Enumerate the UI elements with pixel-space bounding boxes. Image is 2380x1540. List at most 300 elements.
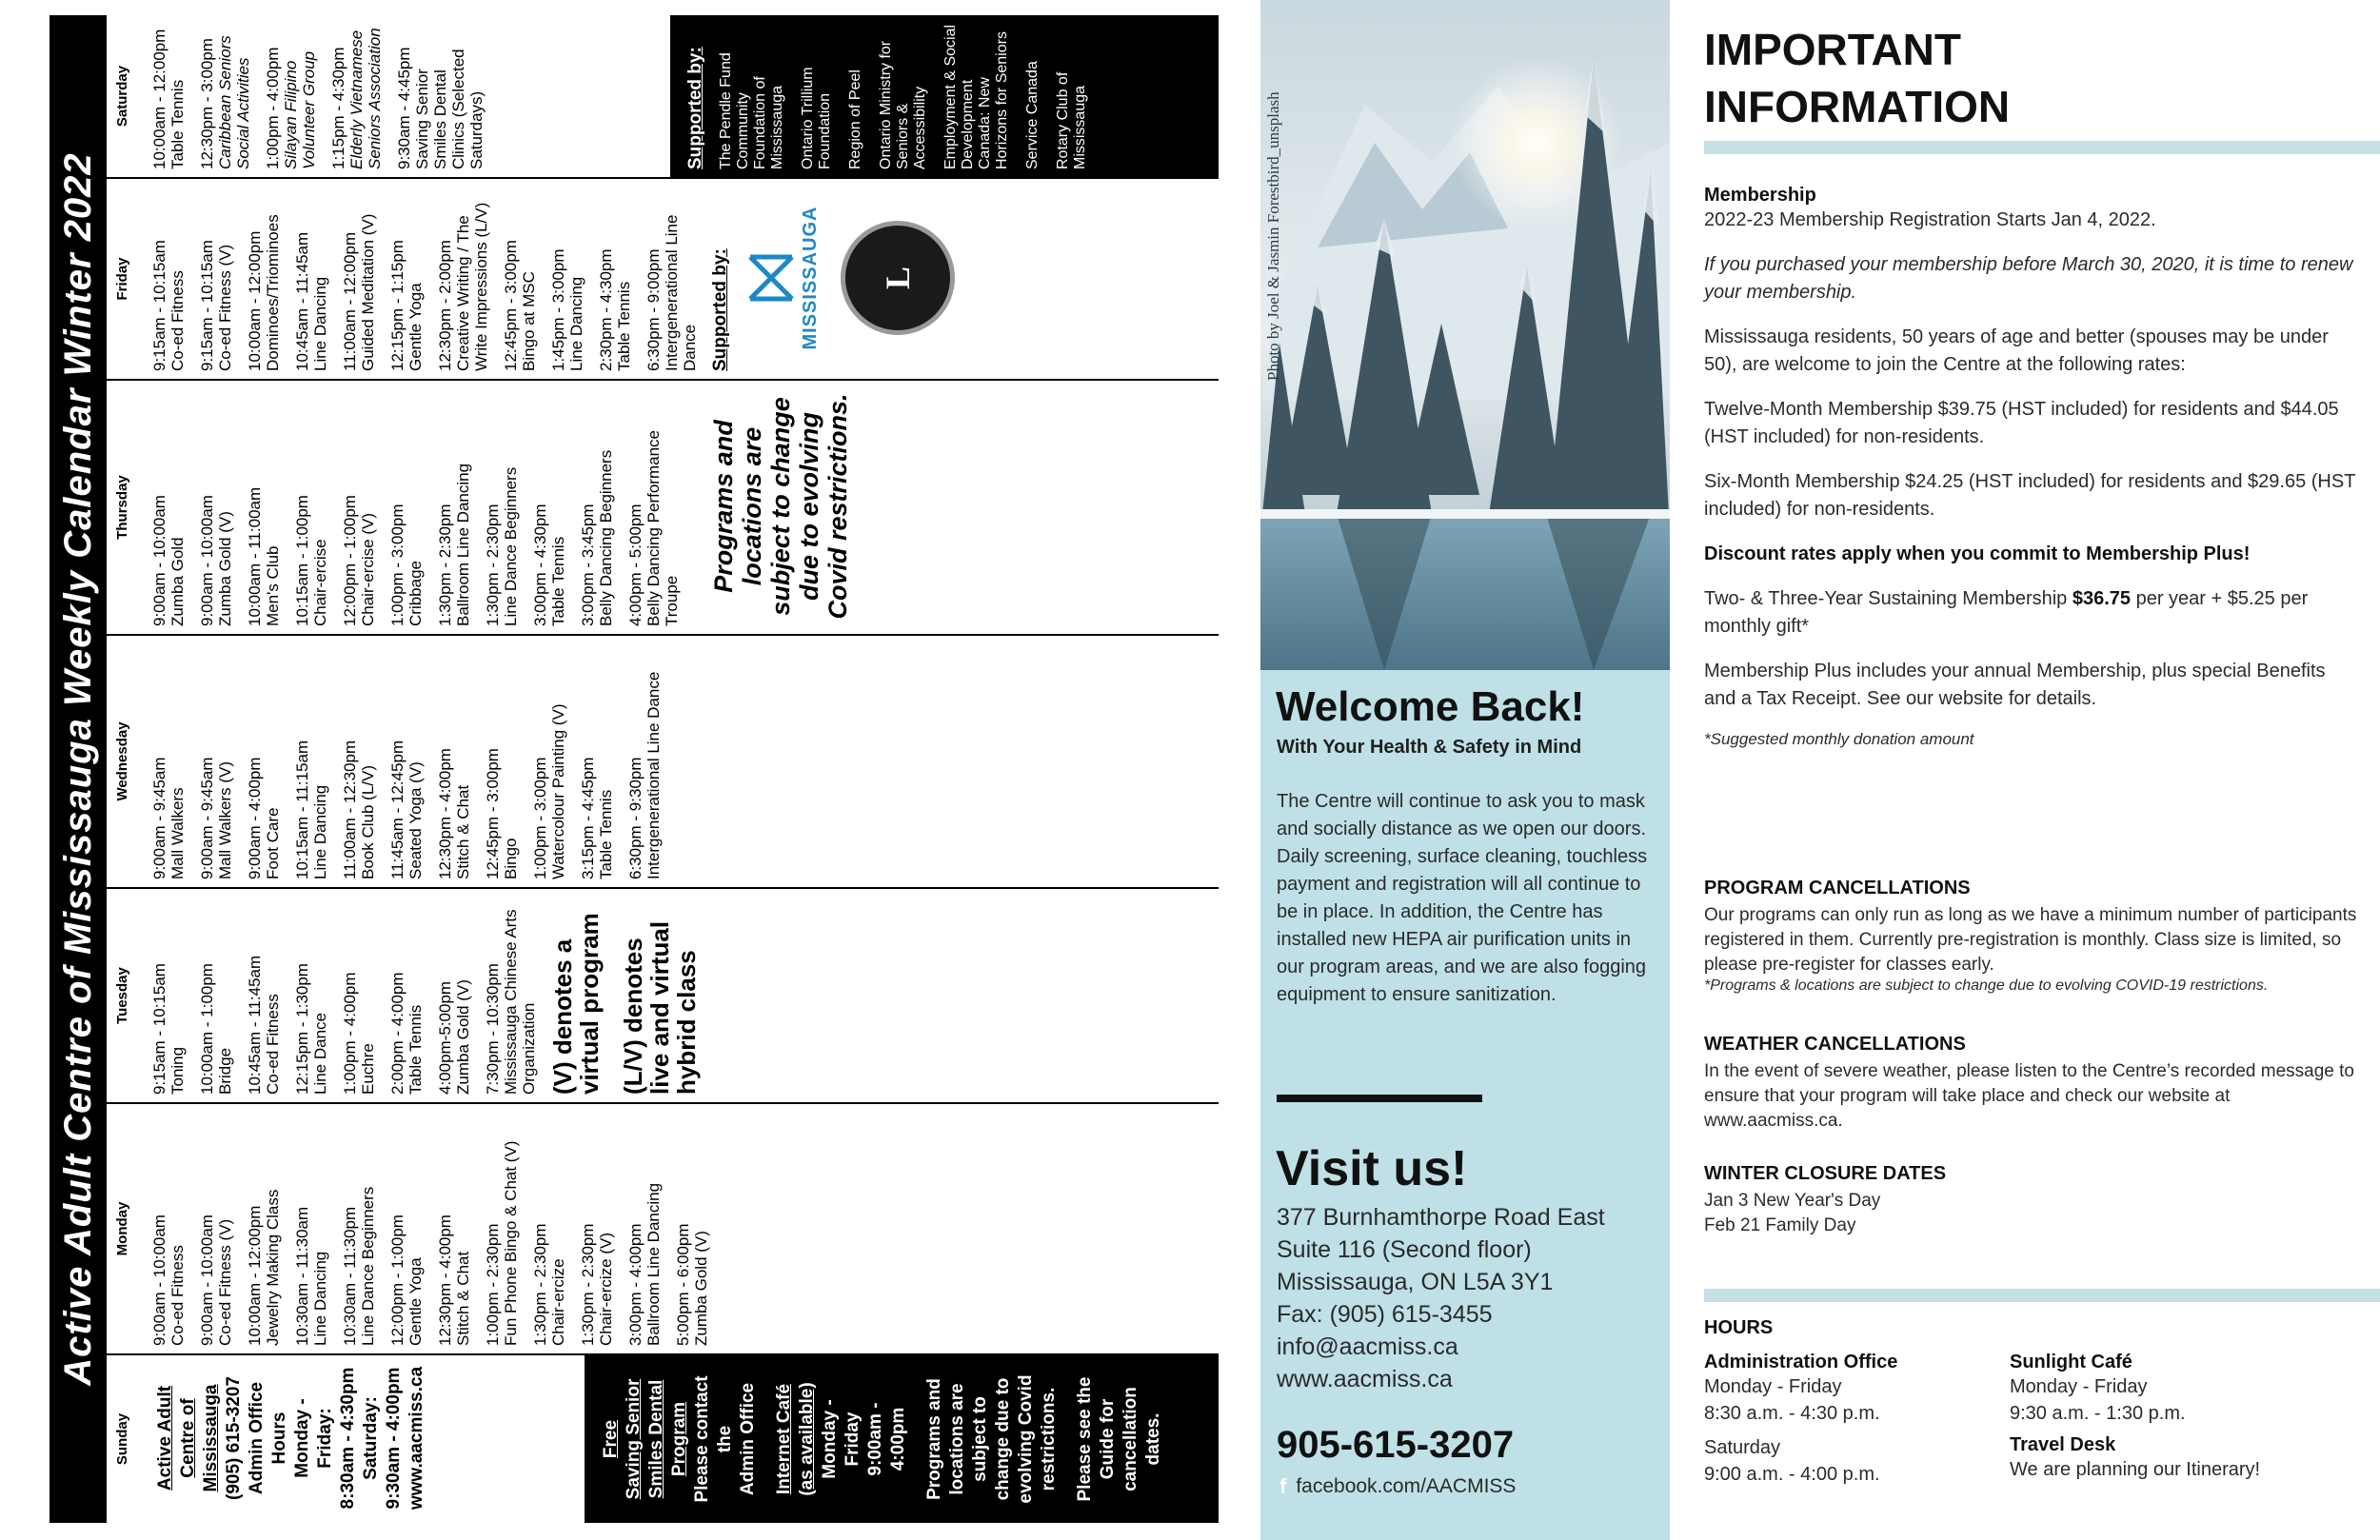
sustaining-text: Two- & Three-Year Sustaining Membership [1704,588,2073,609]
program-covid-note: *Programs & locations are subject to change due to evolving COVID-19 restrictions. [1704,977,2269,994]
hours-divider-bar [1704,1289,2380,1302]
cafe-hours: 9:30 a.m. - 1:30 p.m. [2010,1403,2186,1424]
friday-column [137,177,1219,379]
covid-note: restrictions. [1039,1387,1059,1491]
event-time: 9:00am - 9:45am [150,757,169,879]
important-info-title [1704,21,2010,135]
monday-event [531,1110,567,1346]
thursday-event [579,386,615,626]
event-time: 9:00am - 10:00am [150,1214,169,1346]
mississauga-wordmark: MISSISSAUGA [800,206,821,350]
event-time: 10:00am - 1:00pm [198,963,216,1095]
event-time: 9:00am - 9:45am [198,757,216,879]
monday-event [388,1110,425,1346]
dental-program-title: Program [669,1401,689,1477]
sustaining-membership [1704,585,2361,641]
friday-event [645,185,699,371]
covid-note: Programs and [924,1378,944,1500]
tuesday-event [198,895,234,1095]
event-name: Line Dance [311,1012,329,1095]
friday-event [293,185,329,371]
thursday-event [246,386,282,626]
lions-club-logo [841,221,955,335]
closure-date: Jan 3 New Year's Day [1704,1191,1881,1211]
covid-note: evolving Covid [1016,1374,1036,1504]
tuesday-event [246,895,282,1095]
hours-label: Hours [269,1412,289,1465]
website: www.aacmiss.ca [407,1366,426,1510]
contact-note: Please contact [692,1375,712,1503]
contact-note: the [715,1425,735,1453]
saturday-events [137,15,670,177]
supporter-item: The Pendle Fund Community Foundation of Mississauga [718,52,785,169]
event-time: 1:30pm - 2:30pm [531,1223,549,1346]
thursday-event [436,386,472,626]
internet-cafe-hours: 9:00am - [865,1402,885,1476]
wednesday-event [198,642,234,879]
lions-logo-letter: L [879,267,917,290]
admin-weekdays: Monday - Friday [1704,1376,1842,1397]
event-time: 9:15am - 10:15am [198,240,216,371]
weekday-hours: 8:30am - 4:30pm [338,1367,358,1510]
virtual-legend: (V) denotes a virtual program [548,913,604,1095]
covid-restriction-note: Programs and locations are subject to change due to evolving Covid restrictions. [709,393,852,620]
membership-registration: 2022-23 Membership Registration Starts Jan 4, 2022. [1704,209,2156,230]
internet-cafe-hours: 4:00pm [888,1407,908,1471]
winter-closure-heading: WINTER CLOSURE DATES [1704,1163,1947,1184]
event-time: 3:00pm - 3:45pm [579,503,597,626]
event-name: Intergenerational Line Dance [663,214,699,371]
day-header-tuesday: Tuesday [107,887,137,1102]
facebook-icon: f [1279,1474,1287,1498]
wednesday-event [341,642,377,879]
friday-event [198,185,234,371]
admin-hours [1704,1352,1999,1488]
admin-office-label: Admin Office [247,1381,267,1495]
event-name: Caribbean Seniors Social Activities [216,35,252,169]
program-cancellations-body: Our programs can only run as long as we have a minimum number of participants registered in them. Currently pre-registration is monthly. Class size is limited, so please pre-register for classes early. [1704,905,2357,975]
event-time: 1:00pm - 4:00pm [264,47,282,169]
hybrid-legend: (L/V) denotes live and virtual hybrid class [619,920,701,1095]
event-name: Table Tennis [615,281,633,371]
thursday-event [531,386,567,626]
org-name-line: Mississauga [201,1384,221,1492]
monday-event [436,1110,472,1346]
saturday-event [329,21,384,169]
program-cancellations-section [1704,878,2370,995]
wednesday-column [137,634,1219,887]
event-name: Mississauga Chinese Arts Organization [502,909,538,1095]
monday-event [579,1110,615,1346]
saturday-label: Saturday: [361,1396,381,1480]
title-line: IMPORTANT [1704,25,1962,74]
event-time: 12:15pm - 1:30pm [293,963,311,1095]
phone-number: 905-615-3207 [1277,1424,1515,1466]
address-line-3: Mississauga, ON L5A 3Y1 [1277,1269,1554,1295]
event-name: Table Tennis [549,536,567,626]
event-name: Silayan Filipino Volunteer Group [282,50,318,169]
tuesday-event [388,895,425,1095]
event-time: 3:00pm - 4:30pm [531,503,549,626]
event-name: Foot Care [264,807,282,879]
event-time: 1:30pm - 2:30pm [436,503,454,626]
photo-credit-wrap [1264,19,1287,381]
mississauga-logo [743,185,822,371]
event-time: 10:30am - 11:30pm [341,1206,359,1346]
event-time: 12:30pm - 3:00pm [198,38,216,169]
event-time: 12:45pm - 3:00pm [502,240,520,371]
welcome-body: The Centre will continue to ask you to mask and socially distance as we open our doors. Daily screening, surface cleaning, touchless payment and registration will all continue to be in place. In addition, the Centre has installed new HEPA air purification units in our program areas, and we are also fogging equipment to ensure sanitization. [1277,791,1648,1005]
membership-eligibility: Mississauga residents, 50 years of age and better (spouses may be under 50), are welcome to join the Centre at the following rates: [1704,326,2329,375]
thursday-column [137,379,1219,634]
wednesday-event [626,642,663,879]
facebook-row[interactable] [1279,1474,1516,1499]
cafe-travel-hours [2010,1352,2371,1483]
hours-title: HOURS [1704,1317,1774,1338]
tuesday-event [341,895,377,1095]
event-time: 2:00pm - 4:00pm [388,972,407,1095]
contact-note: Admin Office [738,1382,758,1496]
monday-event [674,1110,710,1346]
membership-renew-note: If you purchased your membership before March 30, 2020, it is time to renew your membership. [1704,254,2353,303]
org-name-line: Active Adult [155,1385,175,1491]
day-header-wednesday: Wednesday [107,634,137,887]
event-time: 12:00pm - 1:00pm [341,495,359,626]
hours-heading [1704,1317,1773,1339]
event-time: 5:00pm - 6:00pm [674,1223,692,1346]
event-time: 10:15am - 1:00pm [293,495,311,626]
event-time: 1:30pm - 2:30pm [484,503,502,626]
event-name: Intergenerational Line Dance [645,671,663,879]
event-name: Seated Yoga (V) [407,761,425,879]
event-time: 10:00am - 11:00am [246,486,264,626]
event-name: Bingo at MSC [520,271,538,371]
event-name: Euchre [359,1043,377,1095]
travel-desk-heading: Travel Desk [2010,1434,2116,1455]
day-header-thursday: Thursday [107,379,137,634]
admin-weekday-hours: 8:30 a.m. - 4:30 p.m. [1704,1403,1880,1424]
event-name: Table Tennis [407,1004,425,1095]
event-time: 10:00am - 12:00pm [150,29,169,169]
event-name: Chair-ercise [311,539,329,626]
event-time: 9:00am - 10:00am [198,1214,216,1346]
title-line: INFORMATION [1704,82,2011,131]
thursday-event [198,386,234,626]
covid-note: locations are [947,1383,967,1495]
supporter-item: Rotary Club of Mississauga [1055,71,1088,169]
facebook-link[interactable]: facebook.com/AACMISS [1296,1475,1517,1497]
event-name: Stitch & Chat [454,784,472,879]
tuesday-column [137,887,1219,1102]
event-time: 3:00pm - 4:00pm [626,1223,645,1346]
wednesday-event [436,642,472,879]
event-time: 4:00pm-5:00pm [436,980,454,1095]
fax-number: Fax: (905) 615-3455 [1277,1301,1493,1328]
day-header-saturday: Saturday [107,15,137,177]
supporter-item: Employment & Social Development Canada: New Horizons for Seniors [942,24,1010,169]
event-name: Co-ed Fitness [169,1245,187,1346]
monday-event [484,1110,520,1346]
winter-closure-section [1704,1163,2361,1238]
event-time: 12:30pm - 4:00pm [436,1214,454,1346]
event-name: Co-ed Fitness (V) [216,244,234,371]
event-name: Bridge [216,1047,234,1095]
event-time: 12:00pm - 1:00pm [388,1214,407,1346]
event-name: Co-ed Fitness [264,994,282,1095]
event-time: 10:45am - 11:45am [246,955,264,1095]
cafe-heading: Sunlight Café [2010,1352,2132,1372]
friday-event [388,185,425,371]
tuesday-events [150,895,538,1095]
photo-credit: Photo by Joel & Jasmin Forestbird_unsplash [1264,91,1282,381]
event-time: 1:00pm - 4:00pm [341,972,359,1095]
weather-cancellations-body: In the event of severe weather, please listen to the Centre’s recorded message to ensure that your program will take place and check our website at www.aacmiss.ca. [1704,1061,2354,1131]
event-name: Book Club (L/V) [359,765,377,879]
event-time: 10:45am - 11:45am [293,231,311,371]
monday-event [198,1110,234,1346]
monday-event [341,1110,377,1346]
event-name: Toning [169,1046,187,1095]
event-time: 10:30am - 11:30am [293,1206,311,1346]
event-name: Belly Dancing Performance Troupe [645,430,681,626]
event-name: Guided Meditation (V) [359,213,377,371]
event-name: Watercolour Painting (V) [549,703,567,879]
friday-event [502,185,538,371]
winter-landscape-image [1260,0,1670,670]
wednesday-event [484,642,520,879]
event-time: 2:30pm - 4:30pm [597,248,615,371]
event-name: Dominoes/Triominoes [264,214,282,371]
event-name: Co-ed Fitness (V) [216,1218,234,1346]
dental-program-title: Free [601,1419,621,1459]
event-time: 1:15pm - 4:30pm [329,47,347,169]
wednesday-event [388,642,425,879]
admin-saturday: Saturday [1704,1437,1781,1458]
day-header-sunday: Sunday [107,1353,137,1523]
event-name: Creative Writing / The Write Impressions (L/V) [454,202,490,371]
tuesday-event [484,895,538,1095]
guide-note: Please see the [1075,1376,1095,1502]
friday-events [150,185,699,371]
covid-note: subject to [970,1396,990,1482]
event-time: 12:30pm - 2:00pm [436,240,454,371]
event-time: 9:00am - 10:00am [198,495,216,626]
event-time: 1:00pm - 2:30pm [484,1223,502,1346]
thursday-event [626,386,681,626]
monday-event [150,1110,187,1346]
guide-note: dates. [1143,1412,1163,1466]
event-name: Fun Phone Bingo & Chat (V) [502,1140,520,1346]
closure-date: Feb 21 Family Day [1704,1215,1856,1235]
org-name-line: Centre of [178,1398,198,1478]
saturday-event [150,21,187,169]
event-name: Cribbage [407,561,425,626]
welcome-panel [1260,670,1670,1540]
event-time: 11:00am - 12:30pm [341,740,359,879]
event-time: 6:30pm - 9:30pm [626,757,645,879]
admin-saturday-hours: 9:00 a.m. - 4:00 p.m. [1704,1464,1880,1485]
internet-cafe-hours: Monday - [820,1399,840,1479]
event-time: 1:00pm - 3:00pm [388,503,407,626]
monday-event [293,1110,329,1346]
event-name: Zumba Gold (V) [692,1231,710,1346]
guide-note: Guide for [1098,1398,1118,1480]
event-time: 9:00am - 4:00pm [246,757,264,879]
divider-rule [1277,1095,1482,1102]
tuesday-event [436,895,472,1095]
cafe-days: Monday - Friday [2010,1376,2148,1397]
supporter-item: Ontario Ministry for Seniors & Accessibility [878,40,928,169]
internet-cafe-title: Internet Café [774,1383,794,1495]
event-time: 9:15am - 10:15am [150,240,169,371]
welcome-title: Welcome Back! [1276,683,1585,730]
event-time: 12:45pm - 3:00pm [484,748,502,879]
saturday-hours: 9:30am - 4:00pm [384,1367,404,1510]
event-time: 7:30pm - 10:30pm [484,963,502,1095]
supporter-item: Region of Peel [847,69,863,169]
sunday-notes [585,1355,1219,1523]
event-name: Belly Dancing Beginners [597,449,615,626]
event-time: 11:00am - 12:00pm [341,231,359,371]
weekday-label: Friday: [315,1408,335,1469]
tuesday-event [293,895,329,1095]
event-name: Line Dancing [311,1251,329,1346]
email-link[interactable]: info@aacmiss.ca [1277,1333,1458,1360]
friday-event [549,185,585,371]
weekly-calendar [50,15,1219,1523]
event-name: Bingo [502,838,520,879]
event-name: Line Dance Beginners [359,1186,377,1346]
supporters-box [670,15,1219,177]
mississauga-mark-icon [743,249,800,306]
welcome-subtitle: With Your Health & Safety in Mind [1277,737,1582,758]
event-name: Chair-ercize (V) [597,1232,615,1346]
monday-event [246,1110,282,1346]
event-name: Saving Senior Smiles Dental Clinics (Selected Saturdays) [413,49,486,169]
wednesday-event [293,642,329,879]
event-name: Elderly Vietnamese Seniors Association [347,28,384,169]
monday-column [137,1102,1219,1353]
calendar-title: Active Adult Centre of Mississauga Weekly Calendar Winter 2022 [57,152,99,1386]
program-cancellations-heading: PROGRAM CANCELLATIONS [1704,878,1971,898]
monday-event [626,1110,663,1346]
covid-note: change due to [993,1377,1013,1501]
wednesday-event [531,642,567,879]
suggested-donation-note: *Suggested monthly donation amount [1704,730,1974,748]
friday-event [246,185,282,371]
event-name: Line Dancing [311,784,329,879]
supporter-item: Service Canada [1024,61,1041,169]
wednesday-event [246,642,282,879]
supporter-item: Ontario Trillium Foundation [800,67,833,169]
event-time: 9:30am - 4:45pm [395,47,413,169]
website-link[interactable]: www.aacmiss.ca [1277,1366,1453,1392]
membership-plus: Membership Plus includes your annual Membership, plus special Benefits and a Tax Receipt. See our website for details. [1704,661,2326,709]
event-name: Table Tennis [597,789,615,879]
event-name: Table Tennis [169,79,187,169]
event-name: Stitch & Chat [454,1251,472,1346]
event-time: 4:00pm - 5:00pm [626,503,645,626]
day-header-friday: Friday [107,177,137,379]
internet-cafe-hours: Friday [843,1412,863,1467]
event-name: Line Dancing [311,276,329,371]
travel-desk-note: We are planning our Itinerary! [2010,1459,2261,1480]
event-name: Ballroom Line Dancing [454,463,472,626]
six-month-rate: Six-Month Membership $24.25 (HST included) for residents and $29.65 (HST included) for non-residents. [1704,471,2356,520]
guide-note: cancellation [1121,1387,1140,1491]
winter-photo [1260,0,1670,670]
weather-cancellations-heading: WEATHER CANCELLATIONS [1704,1034,1966,1055]
event-time: 1:30pm - 2:30pm [579,1223,597,1346]
dental-program-title: Smiles Dental [646,1379,666,1499]
thursday-event [293,386,329,626]
friday-event [341,185,377,371]
dental-program-title: Saving Senior [624,1378,644,1500]
thursday-event [484,386,520,626]
event-name: Mall Walkers (V) [216,760,234,879]
membership-heading: Membership [1704,185,1816,206]
event-name: Mall Walkers [169,787,187,879]
supporters-list [718,23,1089,169]
event-name: Co-ed Fitness [169,270,187,371]
address-line-1: 377 Burnhamthorpe Road East [1277,1204,1605,1231]
contact-block [1277,1201,1605,1395]
internet-cafe-title: (as available) [797,1382,817,1496]
wednesday-event [579,642,615,879]
event-time: 12:15pm - 1:15pm [388,240,407,371]
thursday-event [150,386,187,626]
event-name: Line Dance Beginners [502,466,520,626]
event-time: 1:00pm - 3:00pm [531,757,549,879]
event-name: Zumba Gold (V) [454,979,472,1095]
event-time: 9:00am - 10:00am [150,495,169,626]
sunday-info-box [137,1355,585,1523]
phone-number: (905) 615-3207 [224,1376,244,1500]
event-time: 9:15am - 10:15am [150,963,169,1095]
event-name: Ballroom Line Dancing [645,1182,663,1346]
saturday-event [395,21,486,169]
event-name: Zumba Gold (V) [216,511,234,626]
wednesday-event [150,642,187,879]
weekday-label: Monday - [292,1398,312,1478]
event-time: 1:45pm - 3:00pm [549,248,567,371]
event-time: 6:30pm - 9:00pm [645,248,663,371]
day-header-row [107,15,137,1523]
day-header-monday: Monday [107,1102,137,1353]
event-time: 10:00am - 12:00pm [246,230,264,371]
event-name: Men's Club [264,545,282,626]
event-time: 12:30pm - 4:00pm [436,748,454,879]
event-time: 3:15pm - 4:45pm [579,757,597,879]
thursday-event [341,386,377,626]
event-name: Chair-ercize [549,1258,567,1346]
supported-by-heading: Supported by: [710,248,730,371]
saturday-event [198,21,252,169]
friday-event [597,185,633,371]
membership-section [1704,185,2361,749]
event-name: Jewelry Making Class [264,1189,282,1346]
supported-by-heading: Supported by: [685,47,705,169]
event-name: Chair-ercise (V) [359,512,377,626]
saturday-column [137,15,1219,177]
sustaining-price: $36.75 [2072,588,2132,609]
saturday-event [264,21,318,169]
friday-event [436,185,490,371]
sustaining-text: per year + $5.25 per monthly gift* [1704,588,2309,637]
tuesday-event [150,895,187,1095]
event-name: Zumba Gold [169,537,187,626]
visit-title: Visit us! [1276,1141,1468,1196]
